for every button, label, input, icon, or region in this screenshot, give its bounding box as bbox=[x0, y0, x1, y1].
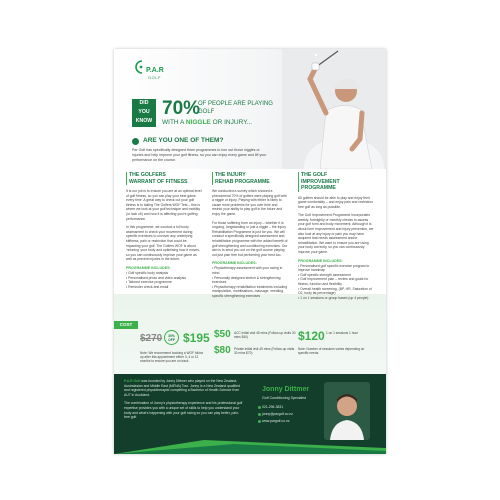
intro-text: Par Golf has specifically designed three programmes to iron out those niggles or injuries and help improve your golf fitness, so you can enjoy every game and lift your performance on the course. bbox=[132, 148, 267, 162]
column-wof bbox=[126, 172, 202, 289]
know-text: KNOW bbox=[135, 118, 153, 124]
improvement-title-1: THE GOLF bbox=[301, 172, 328, 178]
list-item: • 1 on 1 sessions or group based (up 4 people) bbox=[298, 295, 369, 300]
you-text: YOU bbox=[138, 109, 150, 115]
did-you-know-badge bbox=[132, 99, 156, 127]
rehab-includes-heading: PROGRAMME INCLUDES: bbox=[212, 261, 257, 266]
wof-body: It is our job is to ensure you are at an optimal level of golf fitness, so you can play your best game every time. A great way to check out your golf fitness is to taking The Golfers WOF Test – this is where we look at your golf technique and mobility (or lack of!) and how it is affecting you're golfing performance. bbox=[126, 189, 202, 221]
email-icon bbox=[258, 413, 261, 416]
specialist-name: Jonny Dittmer bbox=[262, 386, 310, 393]
specialist-photo bbox=[324, 382, 370, 440]
wof-includes-list bbox=[126, 271, 202, 289]
percent-headline: 70% bbox=[162, 98, 201, 119]
wof-new-price: $195 bbox=[183, 331, 210, 345]
column-improvement bbox=[298, 172, 374, 300]
wof-old-price: $270 bbox=[140, 333, 163, 344]
headline-line2 bbox=[162, 119, 252, 126]
private-price-text: Private initial visit 45 mins (Follow-up visits 30 mins $70) bbox=[234, 347, 295, 356]
acc-price: $50 bbox=[214, 329, 231, 340]
wof-title-2: WARRANT OF FITNESS bbox=[129, 178, 188, 185]
headline-line1: OF PEOPLE ARE PLAYING GOLF bbox=[198, 101, 273, 115]
about-paragraph-1: was founded by Jonny Dittmer who played on the New Zealand, Australasian and Middle East (MENA) Tour. Jonny is a New Zealand qualified and registered physiotherapist completing a Bachelor of Health Science from AUT in Auckland. bbox=[124, 379, 240, 397]
improvement-title-2: IMPROVEMENT PROGRAMME bbox=[301, 178, 340, 191]
about-paragraph-2: The combination of Jonny's physiotherapy experience and his professional golf expertise provides you with a unique set of skills to help you understand your body and what's happening with your golf swing so you can play better, pain-free golf. bbox=[124, 401, 243, 420]
rehab-title-2: REHAB PROGRAMME bbox=[215, 178, 270, 185]
improvement-includes-heading: PROGRAMME INCLUDES: bbox=[298, 258, 343, 263]
session-price: $120 bbox=[298, 329, 325, 343]
question-heading: ARE YOU ONE OF THEM? bbox=[143, 137, 224, 144]
logo-name: P.A.R bbox=[146, 67, 164, 74]
rehab-title bbox=[212, 172, 288, 185]
list-item: • Physiotherapy assessment with your swing in mind bbox=[212, 266, 283, 275]
discount-badge: 30% OFF bbox=[164, 330, 179, 345]
list-item: • Overall health screening, (BP, HR, Saturation of O2, body fat percentage) bbox=[298, 286, 372, 296]
niggle-highlight: NIGGLE bbox=[185, 119, 211, 126]
line2-post: OR INJURY... bbox=[210, 119, 253, 126]
decorative-stripes bbox=[114, 434, 386, 454]
about-text bbox=[124, 379, 244, 420]
rehab-body: We conducted a survey which showed a phenomenal 70% of golfers were playing golf with a niggle or injury. Playing with either is likely to cause more problems for you over time and restrict your ability to play golf in the future and enjoy the game. bbox=[212, 189, 287, 216]
wof-includes-heading: PROGRAMME INCLUDES: bbox=[126, 265, 171, 270]
phone-icon bbox=[258, 406, 261, 409]
golf-logo-icon bbox=[132, 59, 146, 75]
contact-phone[interactable]: 021-296-3831 bbox=[262, 405, 284, 409]
wof-title bbox=[126, 172, 202, 185]
did-text: DID bbox=[139, 100, 149, 106]
improvement-body-2: The Golf Improvement Programme incorporates weekly, fortnightly or monthly checks to assess your golf form and body movement. Although it is about form improvement and injury prevention, we also look at any injury or pain you may have acquired that needs assessment and/or rehabilitation. We want to ensure you are using your body correctly, so you can continuously improve your game. bbox=[298, 213, 374, 255]
cost-tag: COST bbox=[114, 321, 138, 329]
list-item: • Reminder check-test email bbox=[126, 284, 169, 289]
rehab-body-2: For those suffering from an injury – whether it is ongoing, longstanding or just a niggle – the Injury Rehabilitation Programme is just for you. We will conduct a specifically designed assessment and rehabilitation programme with the added benefit of golf strengthening and conditioning exercises. Our aim is to send you out on the golf course playing not just pain free but performing your best too. bbox=[212, 220, 288, 257]
about-brand: P.A.R Golf bbox=[124, 379, 141, 383]
list-item: • Golf specific body analysis bbox=[126, 270, 169, 275]
flyer bbox=[114, 49, 386, 454]
list-item: • Personalised photo and video analysis bbox=[126, 275, 186, 280]
golfer-photo bbox=[282, 49, 386, 169]
improvement-includes-list bbox=[298, 264, 374, 301]
rehab-title-1: THE INJURY bbox=[215, 172, 246, 178]
contact-email[interactable]: jonny@pargolf.co.nz bbox=[262, 412, 293, 416]
acc-price-text: ACC initial visit 45 mins (Follow-up visits 30 mins $40) bbox=[234, 331, 296, 340]
contact-website[interactable]: www.pargolf.co.nz bbox=[262, 419, 290, 423]
list-item: • Personally designed stretch & strengthening exercises bbox=[212, 275, 281, 285]
list-item: • Golf improvement plan – review and goals for fitness, function and flexibility bbox=[298, 277, 369, 286]
improvement-body: All golfers should be able to play and enjoy their game comfortably – and enjoy pain and restriction free golf as long as possible. bbox=[298, 195, 374, 209]
wof-body-2: In this programme, we conduct a full body assessment to check your movement during specific exercises to uncover any underlying stiffness, pain or restriction that could be impacting your golf. The Golfers WOF is about 'retuning' your body and optimising how it moves, so you can continuously improve your game as well as prevent injuries in the future. bbox=[126, 225, 200, 262]
line2-pre: WITH A bbox=[162, 119, 186, 126]
list-item: • Physiotherapy rehabilitation treatments including manipulation, mobilisations, massage, needling, specific strengthening exercises bbox=[212, 284, 288, 298]
session-price-text: 1 on 1 sessions 1 hour bbox=[326, 331, 359, 335]
specialist-role: Golf Conditioning Specialist bbox=[262, 396, 306, 400]
logo-sub: GOLF bbox=[148, 75, 161, 80]
list-item: • Tailored exercise programme bbox=[126, 280, 172, 285]
list-item: • Personalised golf specific exercise program to improve handicap bbox=[298, 263, 370, 273]
column-rehab bbox=[212, 172, 288, 298]
arrow-icon bbox=[132, 138, 139, 145]
rehab-includes-list bbox=[212, 266, 288, 298]
private-price: $80 bbox=[214, 345, 231, 356]
wof-title-1: THE GOLFERS bbox=[129, 172, 166, 178]
web-icon bbox=[258, 420, 261, 423]
improvement-title bbox=[298, 172, 374, 192]
session-price-note: Note: Number of sessions varies depending on specific needs. bbox=[298, 347, 365, 356]
wof-price-note: Note: We recommend booking a WOF follow up after this appointment either 3, 4 or 12 months to ensure you are on track. bbox=[140, 351, 204, 364]
list-item: • Golf specific strength assessment bbox=[298, 272, 351, 277]
